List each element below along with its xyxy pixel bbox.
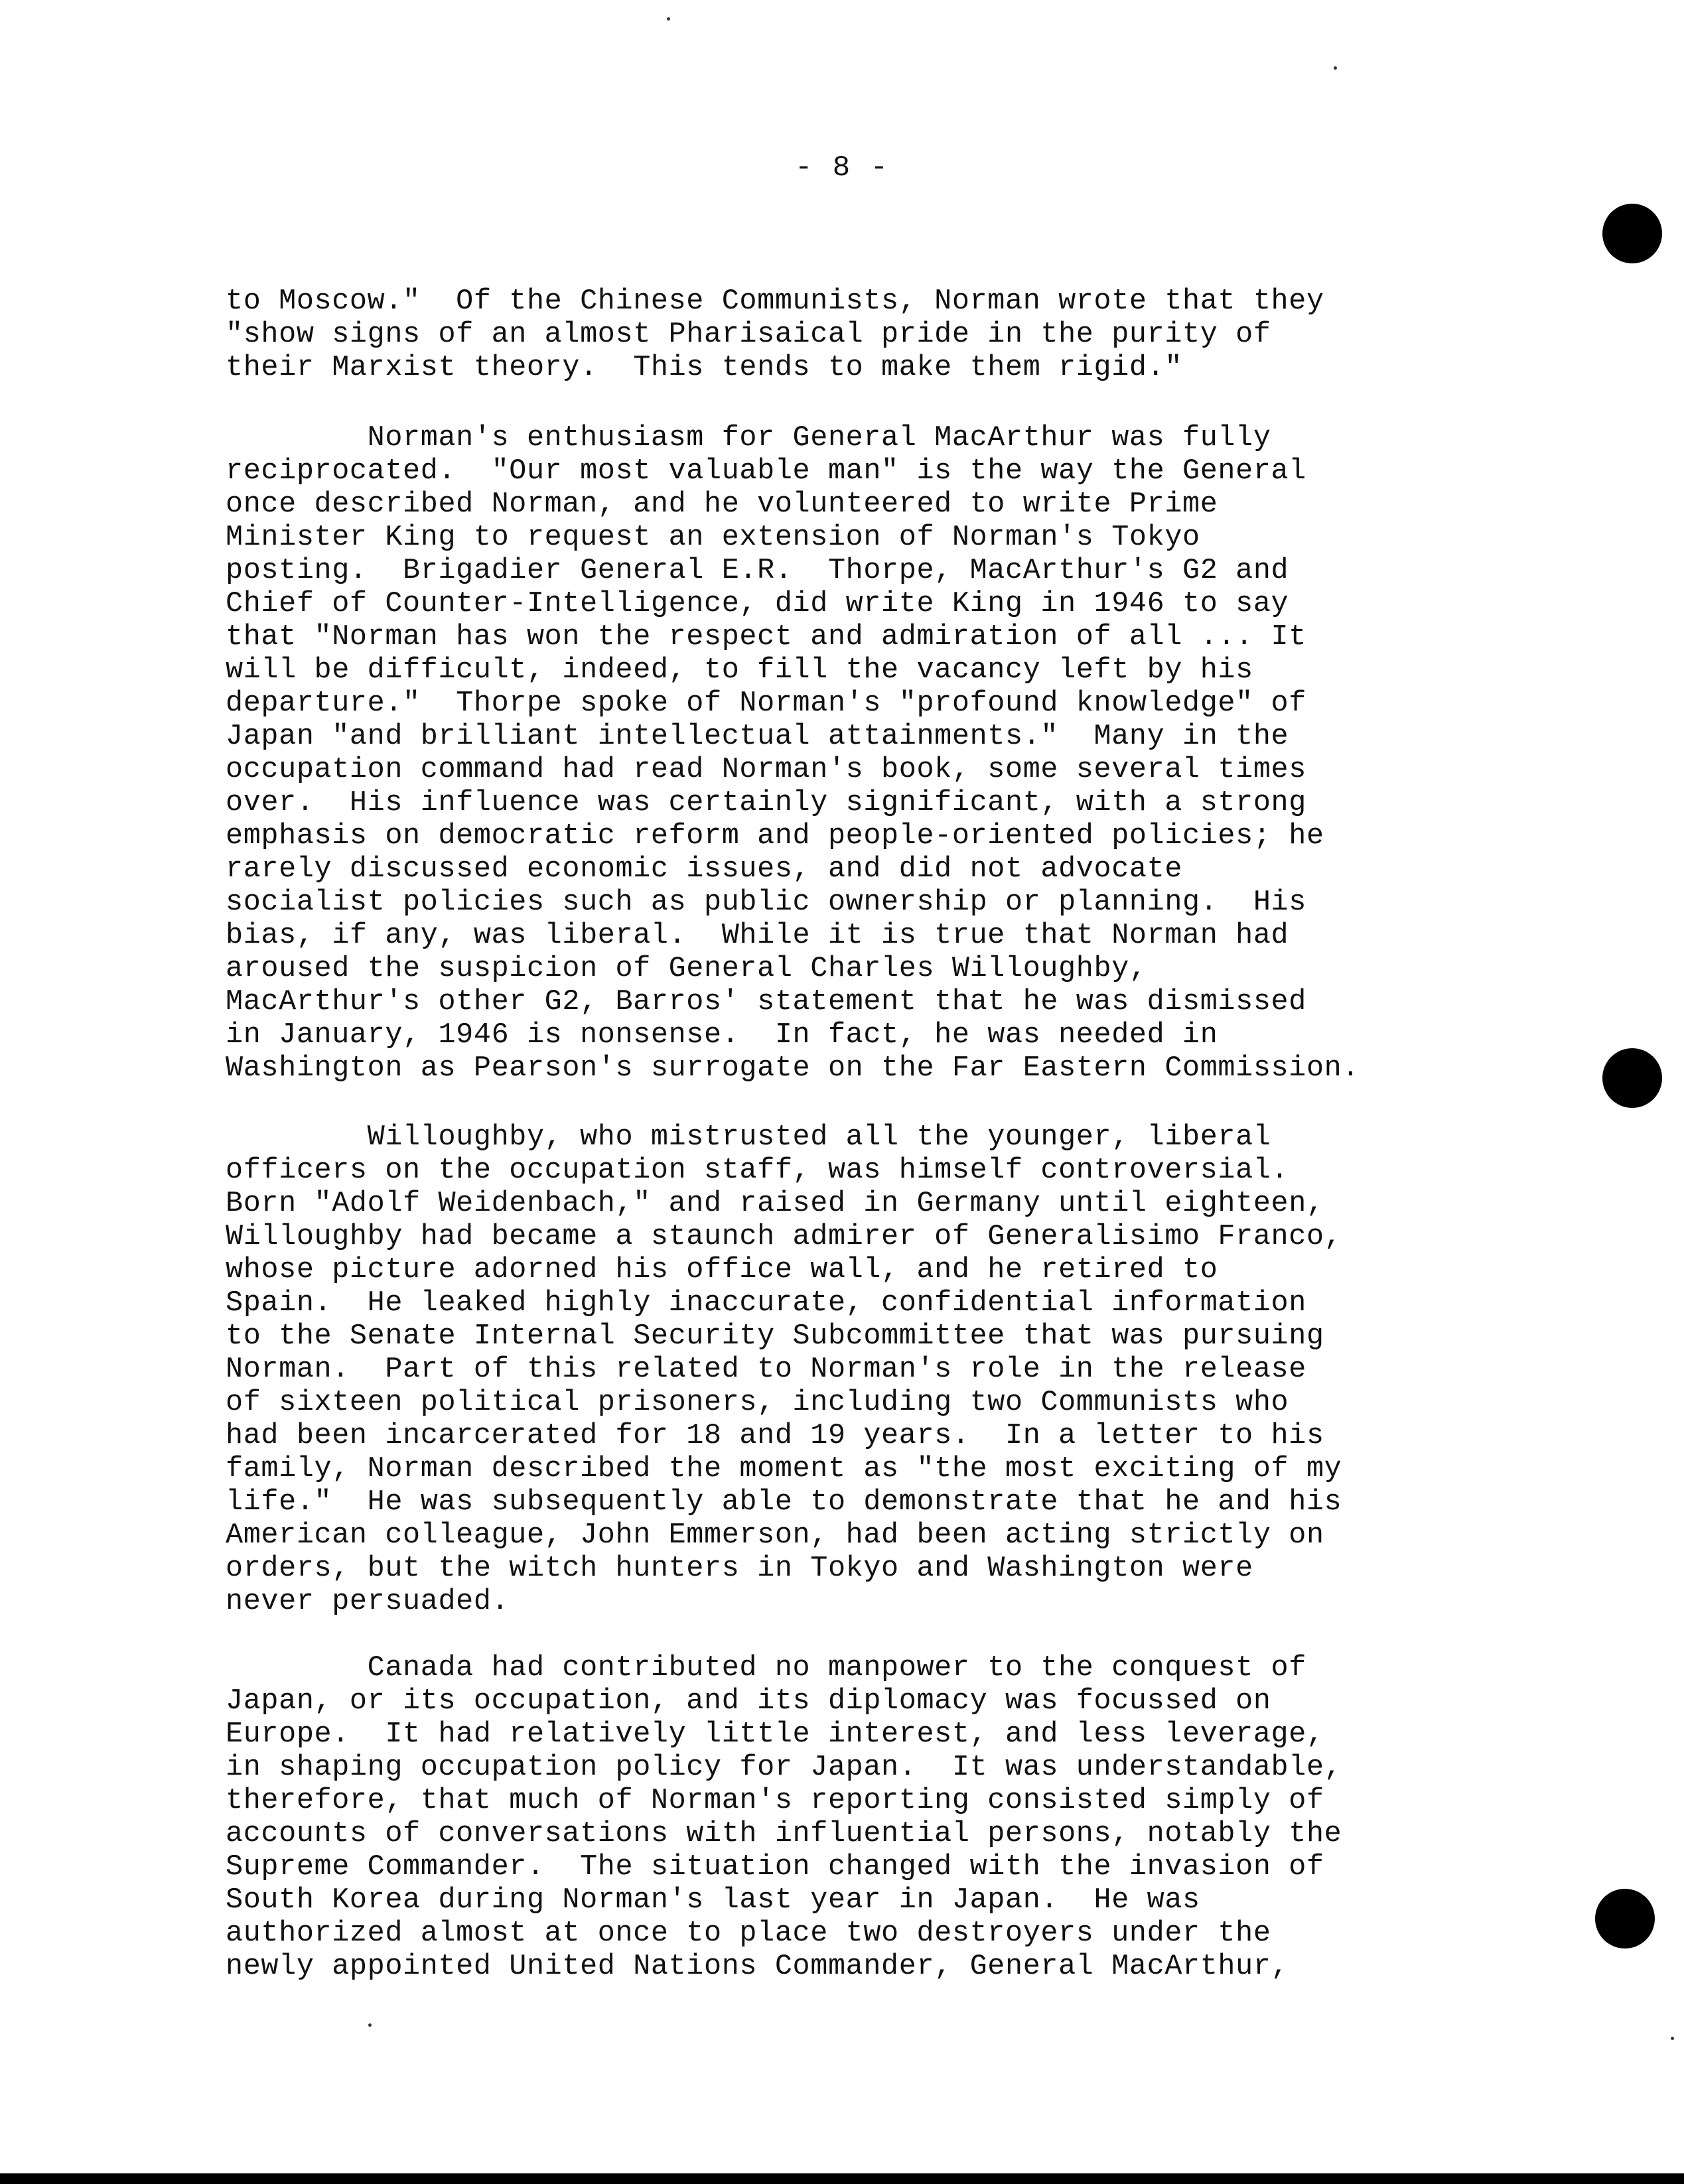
text-line: authorized almost at once to place two destroyers under the [226,1917,1271,1950]
text-line: Japan, or its occupation, and its diplomacy was focussed on [226,1685,1271,1718]
punch-hole [1602,1048,1662,1108]
text-line: aroused the suspicion of General Charles Willoughby, [226,953,1147,985]
text-line: therefore, that much of Norman's reporting consisted simply of [226,1785,1324,1817]
text-line: family, Norman described the moment as "the most exciting of my [226,1453,1342,1485]
text-line: emphasis on democratic reform and people-oriented policies; he [226,820,1324,853]
text-line: Norman. Part of this related to Norman's role in the release [226,1353,1306,1386]
text-line: to the Senate Internal Security Subcommittee that was pursuing [226,1320,1324,1353]
text-line: that "Norman has won the respect and admiration of all ... It [226,621,1306,653]
text-line: life." He was subsequently able to demonstrate that he and his [226,1486,1342,1519]
text-line: bias, if any, was liberal. While it is true that Norman had [226,920,1289,952]
scan-speck [1671,2037,1674,2040]
scan-speck [1334,66,1337,70]
page-number: - 8 - [794,151,890,184]
text-line: Canada had contributed no manpower to the conquest of [226,1652,1306,1684]
text-line: never persuaded. [226,1586,510,1618]
text-line: in shaping occupation policy for Japan. It was understandable, [226,1751,1342,1784]
text-line: officers on the occupation staff, was himself controversial. [226,1154,1289,1187]
text-line: occupation command had read Norman's book, some several times [226,754,1306,786]
paragraph [226,1652,1526,1984]
text-line: Born "Adolf Weidenbach," and raised in Germany until eighteen, [226,1188,1324,1220]
punch-hole [1602,204,1662,263]
text-line: "show signs of an almost Pharisaical pride in the purity of [226,318,1271,351]
text-line: Minister King to request an extension of Norman's Tokyo [226,521,1200,554]
text-line: reciprocated. "Our most valuable man" is the way the General [226,455,1306,488]
text-line: accounts of conversations with influential persons, notably the [226,1818,1342,1850]
paragraph [226,285,1526,385]
text-line: Spain. He leaked highly inaccurate, confidential information [226,1287,1306,1320]
scan-speck [368,2023,372,2027]
text-line: of sixteen political prisoners, including two Communists who [226,1387,1289,1419]
text-line: Willoughby had became a staunch admirer of Generalisimo Franco, [226,1221,1342,1253]
text-line: Norman's enthusiasm for General MacArthur was fully [226,422,1271,454]
text-line: Chief of Counter-Intelligence, did write King in 1946 to say [226,588,1289,620]
text-line: Japan "and brilliant intellectual attainments." Many in the [226,720,1289,753]
paragraph [226,1121,1526,1619]
text-line: Willoughby, who mistrusted all the younger, liberal [226,1121,1271,1154]
text-line: American colleague, John Emmerson, had been acting strictly on [226,1519,1324,1552]
text-line: whose picture adorned his office wall, and he retired to [226,1254,1218,1286]
text-line: socialist policies such as public ownership or planning. His [226,886,1306,919]
text-line: once described Norman, and he volunteered to write Prime [226,488,1218,521]
text-line: to Moscow." Of the Chinese Communists, Norman wrote that they [226,285,1324,318]
text-line: had been incarcerated for 18 and 19 years. In a letter to his [226,1420,1324,1452]
text-line: Washington as Pearson's surrogate on the Far Eastern Commission. [226,1052,1360,1085]
text-line: posting. Brigadier General E.R. Thorpe, MacArthur's G2 and [226,555,1289,587]
text-line: South Korea during Norman's last year in Japan. He was [226,1884,1200,1917]
text-line: newly appointed United Nations Commander, General MacArthur, [226,1950,1289,1983]
scan-speck [667,17,670,21]
text-line: over. His influence was certainly significant, with a strong [226,787,1306,819]
text-line: in January, 1946 is nonsense. In fact, he was needed in [226,1019,1218,1052]
paragraph [226,422,1526,1085]
text-line: their Marxist theory. This tends to make them rigid." [226,352,1183,384]
text-line: orders, but the witch hunters in Tokyo and Washington were [226,1552,1253,1585]
text-line: departure." Thorpe spoke of Norman's "profound knowledge" of [226,687,1306,720]
scan-bottom-edge [0,2173,1684,2184]
text-line: MacArthur's other G2, Barros' statement that he was dismissed [226,986,1306,1018]
punch-hole [1595,1889,1655,1948]
text-line: will be difficult, indeed, to fill the vacancy left by his [226,654,1253,687]
text-line: rarely discussed economic issues, and did not advocate [226,853,1183,886]
text-line: Europe. It had relatively little interest, and less leverage, [226,1718,1324,1751]
text-line: Supreme Commander. The situation changed with the invasion of [226,1851,1324,1883]
